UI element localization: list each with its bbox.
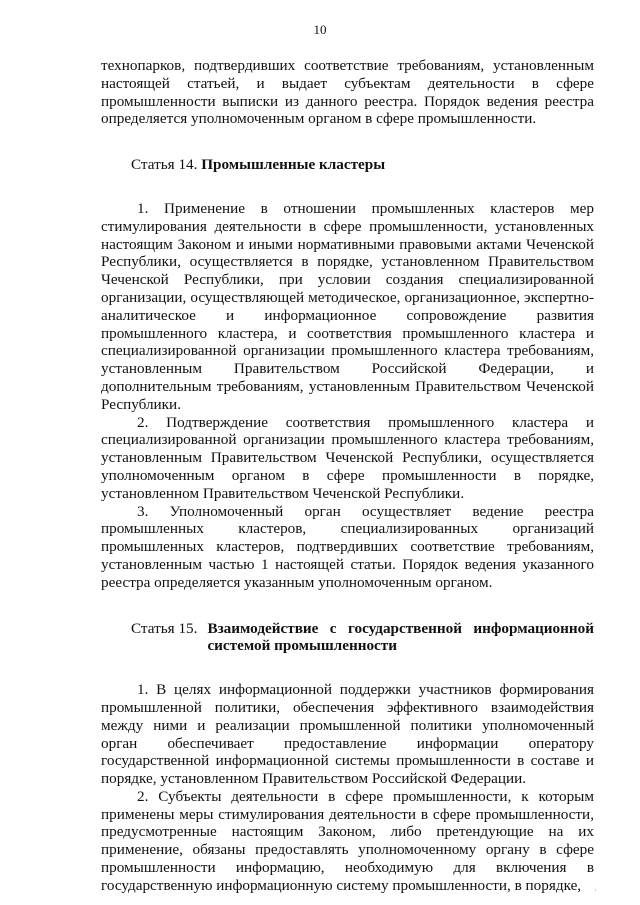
spacer (101, 655, 594, 681)
article-15-paragraph-1: 1. В целях информационной поддержки участников формирования промышленной политики, обеспечения эффективного взаимодействия между ними и реализации промышленной политики уполномоченный орган обеспечивает предоставление информации оператору государственной информационной системы промышленности в составе и порядке, установленном Правительством Российской Федерации. (101, 681, 594, 788)
spacer (101, 174, 594, 200)
page-number: 10 (313, 22, 327, 37)
scan-mark: · (594, 886, 597, 895)
article-14-paragraph-2: 2. Подтверждение соответствия промышленного кластера и специализированной организации промышленного кластера требованиям, установленным Правительством Чеченской Республики, осуществляется уполномоченным органом в сфере промышленности в порядке, установленном Правительством Чеченской Республики. (101, 413, 594, 502)
article-14-paragraph-1: 1. Применение в отношении промышленных кластеров мер стимулирования деятельности в сфере промышленности, установленных настоящим Законом и иными нормативными правовыми актами Чеченской Республики, осуществляется в порядке, установленном Правительством Чеченской Республики, при условии создания специализированной организации, осуществляющей методическое, организационное, экспертно-аналитическое и информационное сопровождение развития промышленного кластера, и соответствия промышленного кластера и специализированной организации промышленного кластера требованиям, установленным Правительством Российской Федерации, и дополнительным требованиям, установленным Правительством Чеченской Республики. (101, 199, 594, 413)
article-15-paragraph-2: 2. Субъекты деятельности в сфере промышленности, к которым применены меры стимулирования деятельности в сфере промышленности, предусмотренные настоящим Законом, либо претендующие на их применение, обязаны предоставлять уполномоченному органу в сфере промышленности информацию, необходимую для включения в государственную информационную систему промышленности, в порядке, (101, 787, 594, 894)
intro-paragraph: технопарков, подтвердивших соответствие требованиям, установленным настоящей статьей, и выдает субъектам деятельности в сфере промышленности выписки из данного реестра. Порядок ведения реестра определяется уполномоченным органом в сфере промышленности. (101, 57, 594, 128)
article-15-heading (101, 620, 594, 656)
article-14-heading-prefix: Статья 14. (131, 156, 198, 174)
spacer (101, 592, 594, 620)
article-14-heading-title: Промышленные кластеры (201, 156, 386, 174)
article-15-heading-prefix: Статья 15. (131, 619, 198, 637)
article-15-heading-title: Взаимодействие с государственной информационной системой промышленности (207, 619, 594, 655)
article-14-paragraph-3: 3. Уполномоченный орган осуществляет ведение реестра промышленных кластеров, специализированных организаций промышленных кластеров, подтвердивших соответствие требованиям, установленным частью 1 настоящей статьи. Порядок ведения указанного реестра определяется указанным уполномоченным органом. (101, 502, 594, 591)
article-14-heading (101, 156, 594, 174)
document-body (101, 57, 594, 895)
spacer (101, 128, 594, 156)
